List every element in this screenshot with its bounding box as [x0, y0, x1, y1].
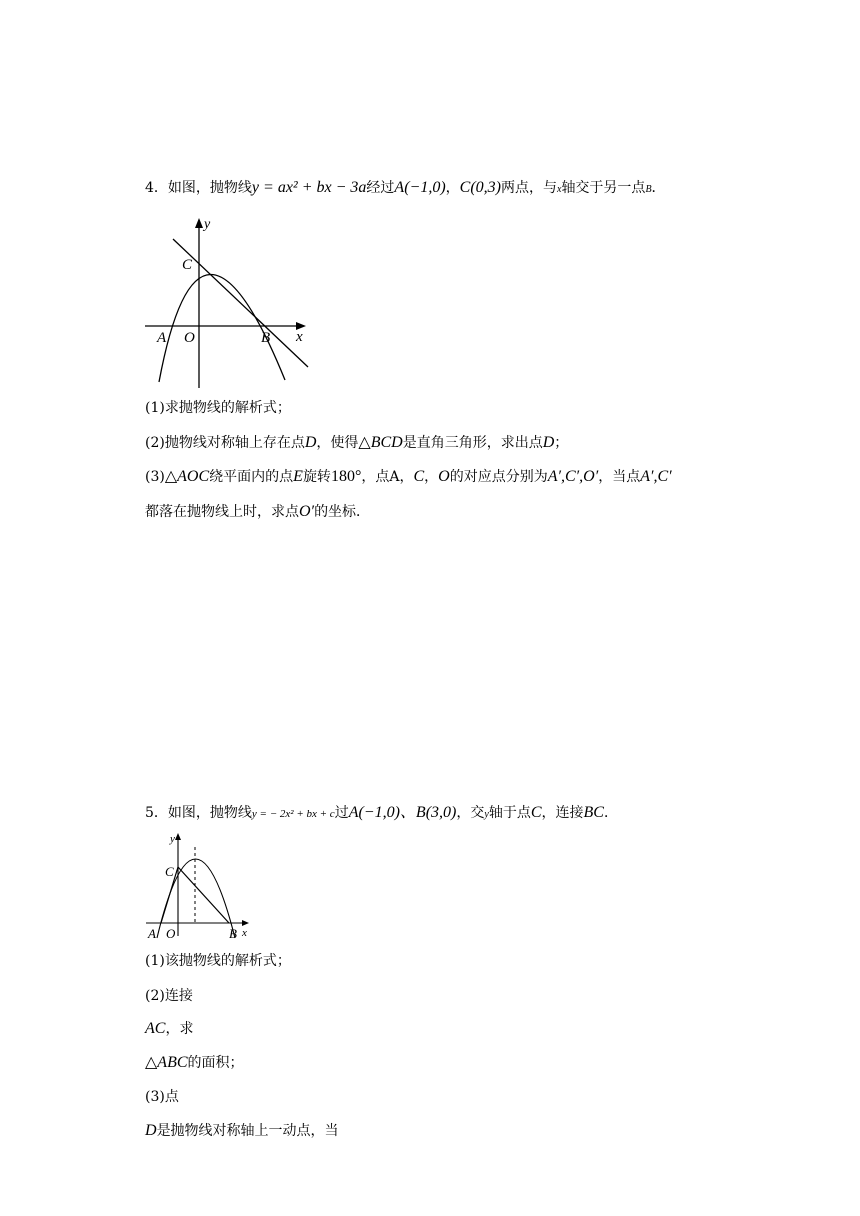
label-x: x [242, 927, 247, 939]
question-number: 5． [145, 805, 168, 821]
label-c: C [182, 257, 193, 273]
q5-part3-line1: (3)点 [145, 1089, 179, 1105]
label-y: y [204, 217, 211, 232]
label-b: B [229, 926, 237, 941]
x-axis-arrow [242, 920, 249, 926]
label-y: y [170, 833, 175, 845]
q5-figure [143, 832, 263, 942]
question-number: 4． [145, 180, 168, 196]
label-x: x [296, 329, 303, 345]
label-a: A [157, 330, 167, 346]
q4-part1: (1)求抛物线的解析式； [145, 400, 291, 416]
y-axis-arrow [195, 218, 203, 228]
q4-part3-line2: 都落在抛物线上时，求点O′的坐标． [145, 503, 371, 520]
q4-part3-line1: (3)△AOC绕平面内的点E旋转180°，点A，C，O的对应点分别为A′,C′,O′，当点A′,C′ [145, 468, 672, 485]
segment-bc [178, 867, 229, 923]
q4-part2: (2)抛物线对称轴上存在点D，使得△BCD是直角三角形，求出点D； [145, 434, 569, 451]
label-a: A [148, 926, 156, 941]
label-b: B [261, 330, 271, 346]
line-cb [173, 239, 308, 367]
q4-figure [140, 212, 310, 392]
parabola-equation: y = ax² + bx − 3a [251, 179, 367, 196]
parabola-curve [159, 274, 285, 382]
q5-stem: 5．如图，抛物线y = − 2x² + bx + c过A(−1,0)、B(3,0)，交y轴于点C，连接BC． [145, 804, 618, 821]
label-o: O [166, 926, 176, 941]
y-axis-arrow [175, 833, 181, 840]
q5-part2-line1: (2)连接 [145, 988, 193, 1004]
parabola-equation: y = − 2x² + bx + c [251, 808, 335, 820]
label-c: C [165, 864, 174, 879]
q4-stem: 4．如图，抛物线y = ax² + bx − 3a经过A(−1,0)，C(0,3)两点，与x轴交于另一点B． [145, 179, 666, 196]
q5-part3-line2: D是抛物线对称轴上一动点，当 [145, 1122, 339, 1139]
label-o: O [184, 330, 195, 346]
q5-part1: (1)该抛物线的解析式； [145, 953, 291, 969]
q5-part2-line3: △ABC的面积； [145, 1054, 244, 1071]
q5-part2-line2: AC，求 [145, 1020, 194, 1037]
